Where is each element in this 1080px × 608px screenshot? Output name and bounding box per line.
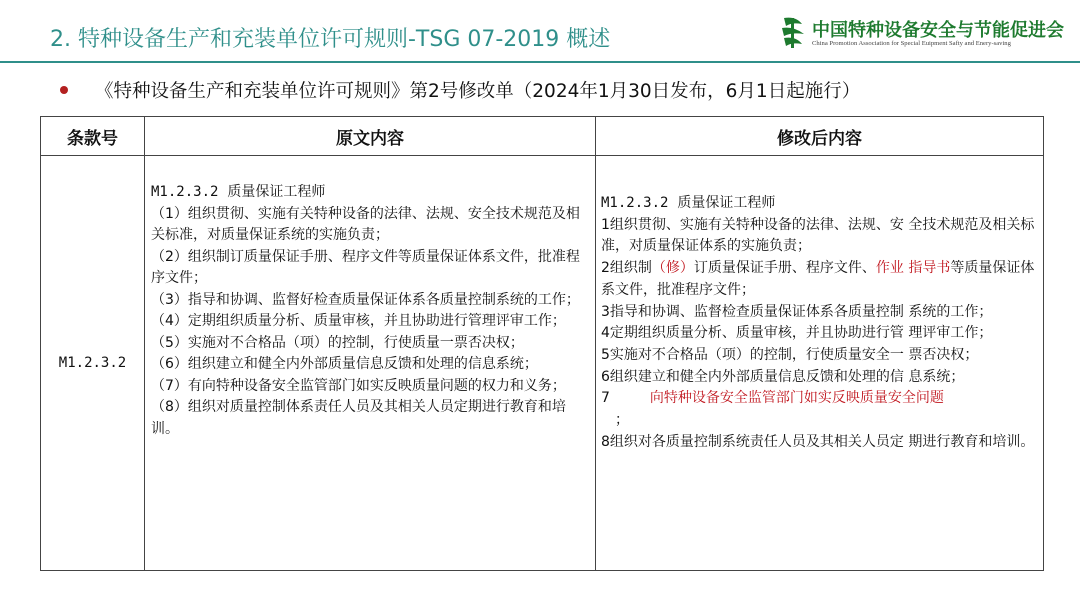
- original-item-8: （8）组织对质量控制体系责任人员及其相关人员定期进行教育和培训。: [151, 399, 566, 437]
- original-item-6: （6）组织建立和健全内外部质量信息反馈和处理的信息系统；: [151, 356, 538, 372]
- original-title: 质量保证工程师: [227, 184, 326, 200]
- revised-item-2-c: 订质量保证手册、程序文件、: [693, 260, 876, 277]
- revised-title: 质量保证工程师: [677, 195, 776, 211]
- bullet-dot-icon: [60, 86, 68, 94]
- revised-title-line: [601, 193, 1035, 215]
- table-header-row: [41, 117, 1044, 156]
- revised-item-3: 3指导和协调、监督检查质量保证体系各质量控制 系统的工作；: [601, 303, 993, 320]
- section-heading: 《特种设备生产和充装单位许可规则》第2号修改单（2024年1月30日发布，6月1日起施行）: [95, 81, 861, 102]
- revised-item-7-end: ；: [615, 412, 629, 429]
- revised-item-4: 4定期组织质量分析、质量审核，并且协助进行管 理评审工作；: [601, 325, 993, 342]
- original-item-7: （7）有向特种设备安全监管部门如实反映质量问题的权力和义务；: [151, 377, 566, 394]
- header-original: 原文内容: [145, 117, 596, 156]
- table-row: [41, 156, 1044, 571]
- revised-item-1: 1组织贯彻、实施有关特种设备的法律、法规、安 全技术规范及相关标准，对质量保证体系的实施负责；: [601, 216, 1035, 255]
- revised-item-8: 8组织对各质量控制系统责任人员及其相关人员定 期进行教育和培训。: [601, 433, 1035, 450]
- revised-content-cell: [596, 156, 1044, 571]
- page-title: 2. 特种设备生产和充装单位许可规则-TSG 07-2019 概述: [50, 27, 611, 52]
- revised-item-2: [601, 258, 1035, 301]
- revision-table: [40, 116, 1044, 571]
- association-logo-icon: [778, 14, 808, 50]
- revised-item-7-text: 向特种设备安全监管部门如实反映质量安全问题: [649, 390, 944, 407]
- original-item-3: （3）指导和协调、监督好检查质量保证体系各质量控制系统的工作；: [151, 291, 580, 308]
- original-content-cell: [145, 156, 596, 571]
- original-item-5: （5）实施对不合格品（项）的控制，行使质量一票否决权；: [151, 334, 524, 351]
- revised-item-5: 5实施对不合格品（项）的控制，行使质量安全一 票否决权；: [601, 346, 979, 363]
- original-item-4: （4）定期组织质量分析、质量审核，并且协助进行管理评审工作；: [151, 313, 566, 329]
- header-revised: 修改后内容: [596, 117, 1044, 156]
- clause-number: M1.2.3.2: [41, 156, 145, 571]
- association-logo: [778, 14, 1068, 54]
- header-clause: 条款号: [41, 117, 145, 156]
- original-code: M1.2.3.2: [151, 184, 219, 200]
- revised-item-2-a: 2组织制: [601, 260, 652, 277]
- revised-item-7: [601, 388, 1035, 431]
- revised-item-2-insert-2: 作业 指导书: [875, 260, 951, 277]
- revised-item-2-insert-1: （修）: [651, 260, 694, 277]
- logo-english-name: China Promotion Association for Special Euipment Safty and Enery-saving: [812, 40, 1011, 47]
- revised-code: M1.2.3.2: [601, 195, 669, 211]
- original-item-1: （1）组织贯彻、实施有关特种设备的法律、法规、安全技术规范及相关标准，对质量保证系统的实施负责；: [151, 205, 580, 243]
- header-divider: [0, 61, 1080, 63]
- revised-item-7-number: 7: [601, 390, 610, 407]
- revised-item-6: 6组织建立和健全内外部质量信息反馈和处理的信 息系统；: [601, 368, 965, 385]
- original-item-2: （2）组织制订质量保证手册、程序文件等质量保证体系文件，批准程序文件；: [151, 248, 580, 286]
- revised-item-2-e: 等质量保证体系文件，批准程序文件；: [601, 260, 1035, 298]
- original-title-line: [151, 182, 587, 204]
- logo-chinese-name: 中国特种设备安全与节能促进会: [812, 20, 1064, 41]
